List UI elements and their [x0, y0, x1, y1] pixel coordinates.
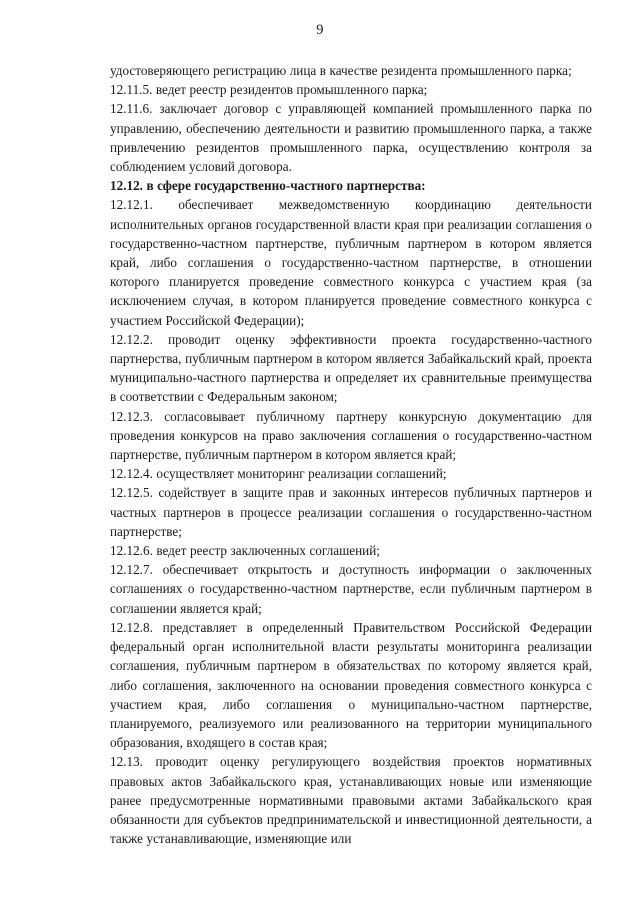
paragraph: 12.11.5. ведет реестр резидентов промышленного парка; [110, 82, 428, 98]
paragraph-heading: 12.12. в сфере государственно-частного партнерства: [110, 178, 426, 194]
paragraph: удостоверяющего регистрацию лица в качестве резидента промышленного парка; [110, 63, 572, 78]
paragraph: 12.12.4. осуществляет мониторинг реализации соглашений; [110, 466, 447, 482]
paragraph: 12.11.6. заключает договор с управляющей компанией промышленного парка по управлению, обеспечению деятельности и развитию промышленного парка, а также привлечению резидентов промышленного парка, осуществлению контроля за соблюдением условий договора. [110, 101, 592, 175]
paragraph: 12.12.8. представляет в определенный Правительством Российской Федерации федеральный орган исполнительной власти результаты мониторинга реализации соглашения, публичным партнером в обязательствах по которому является край, либо соглашения, заключенного на основании проведения совместного конкурса с участием края, либо соглашения о муниципально-частном партнерстве, планируемого, реализуемого или реализованного на территории муниципального образования, входящего в состав края; [110, 619, 592, 751]
paragraph: 12.12.6. ведет реестр заключенных соглашений; [110, 543, 380, 559]
paragraph: 12.12.7. обеспечивает открытость и доступность информации о заключенных соглашениях о государственно-частном партнерстве, если публичным партнером в соглашении является край; [110, 562, 592, 616]
paragraph: 12.12.3. согласовывает публичному партнеру конкурсную документацию для проведения конкурсов на право заключения соглашения о государственно-частном партнерстве, публичным партнером в котором является край; [110, 408, 592, 463]
page-number: 9 [316, 22, 324, 38]
document-body [110, 61, 592, 848]
paragraph: 12.12.2. проводит оценку эффективности проекта государственно-частного партнерства, публичным партнером в котором является Забайкальский край, проекта муниципально-частного партнерства и определяет их сравнительные преимущества в соответствии с Федеральным законом; [110, 331, 592, 405]
paragraph: 12.12.1. обеспечивает межведомственную координацию деятельности исполнительных органов государственной власти края при реализации соглашения о государственно-частном партнерстве, публичным партнером в котором является край, либо соглашения о государственно-частном партнерстве, в отношении которого планируется проведение совместного конкурса с участием края (за исключением случая, в котором планируется проведение совместного конкурса с участием Российской Федерации); [110, 197, 592, 328]
paragraph: 12.13. проводит оценку регулирующего воздействия проектов нормативных правовых актов Забайкальского края, устанавливающих новые или изменяющие ранее предусмотренные нормативными правовыми актами Забайкальского края обязанности для субъектов предпринимательской и инвестиционной деятельности, а также устанавливающие, изменяющие или [110, 754, 592, 847]
paragraph: 12.12.5. содействует в защите прав и законных интересов публичных партнеров и частных партнеров в процессе реализации соглашения о государственно-частном партнерстве; [110, 485, 592, 539]
